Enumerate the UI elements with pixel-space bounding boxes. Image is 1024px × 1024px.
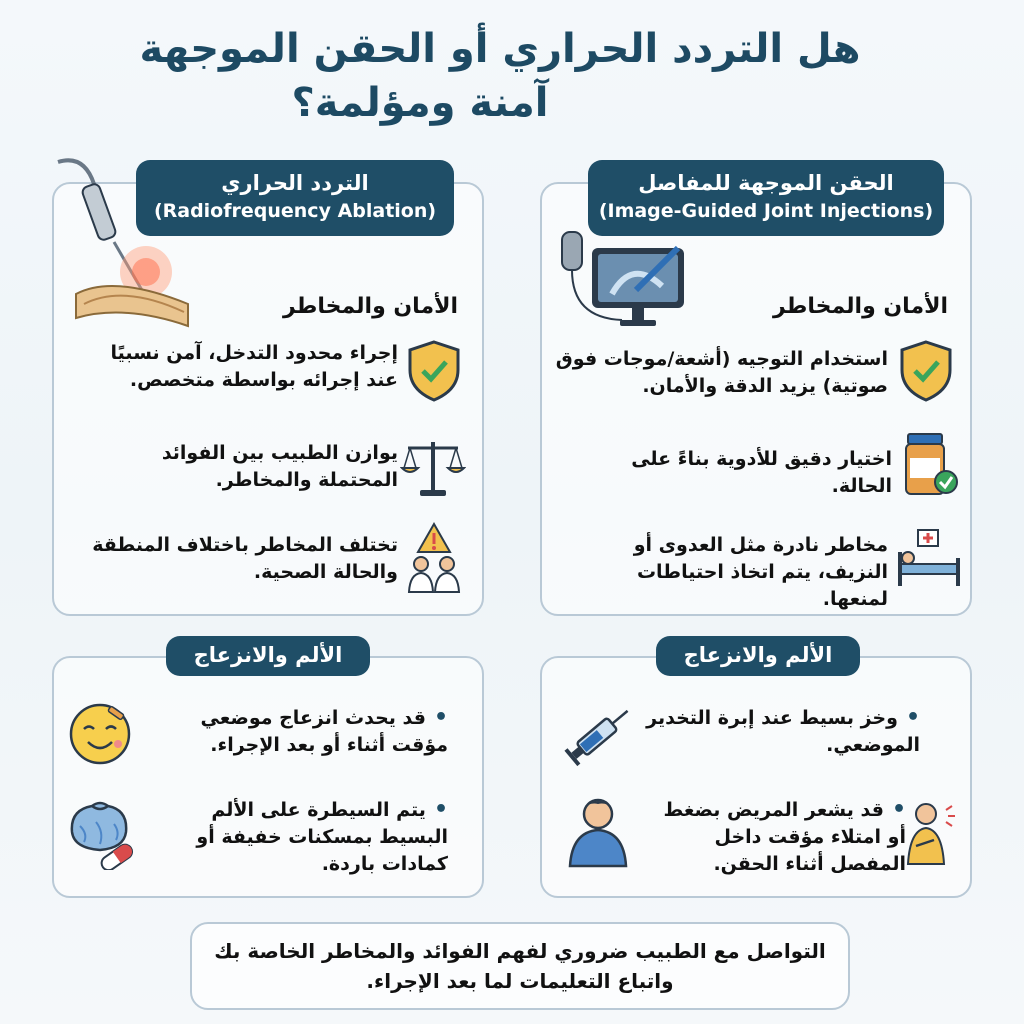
injections-item-3: مخاطر نادرة مثل العدوى أو النزيف، يتم اتخاذ احتياطات لمنعها. xyxy=(633,534,888,610)
rfa-item-1: إجراء محدود التدخل، آمن نسبيًا عند إجرائه بواسطة متخصص. xyxy=(110,342,398,391)
injections-item-1: استخدام التوجيه (أشعة/موجات فوق صوتية) يزيد الدقة والأمان. xyxy=(555,348,888,397)
rfa-pain-item-1: • قد يحدث انزعاج موضعي مؤقت أثناء أو بعد الإجراء. xyxy=(148,704,448,759)
injections-item-2: اختيار دقيق للأدوية بناءً على الحالة. xyxy=(631,448,892,497)
title-line-1: هل التردد الحراري أو الحقن الموجهة xyxy=(139,26,861,72)
smiley-bandage-icon xyxy=(68,702,132,766)
rfa-item-3: تختلف المخاطر باختلاف المنطقة والحالة الصحية. xyxy=(92,534,398,583)
shield-check-icon xyxy=(898,340,954,402)
injections-pain-item-1: • وخز بسيط عند إبرة التخدير الموضعي. xyxy=(640,704,920,759)
ultrasound-monitor-icon xyxy=(552,228,692,332)
rf-probe-icon xyxy=(54,154,190,334)
rfa-pain-pill: الألم والانزعاج xyxy=(166,636,370,676)
rfa-title-ar: التردد الحراري xyxy=(221,171,369,195)
ice-pack-pill-icon xyxy=(66,796,138,870)
rfa-item-2: يوازن الطبيب بين الفوائد المحتملة والمخاطر. xyxy=(161,442,398,491)
syringe-icon xyxy=(562,698,638,770)
patient-icon xyxy=(566,796,630,868)
person-pressure-icon xyxy=(904,800,956,866)
rfa-safety-subtitle: الأمان والمخاطر xyxy=(283,294,458,319)
footer-line-1: التواصل مع الطبيب ضروري لفهم الفوائد والمخاطر الخاصة بك xyxy=(214,939,826,963)
medicine-bottle-icon xyxy=(902,432,958,498)
rfa-title-en: (Radiofrequency Ablation) xyxy=(153,200,437,222)
injections-pain-pill: الألم والانزعاج xyxy=(656,636,860,676)
rfa-pain-item-2: • يتم السيطرة على الألم البسيط بمسكنات خفيفة أو كمادات باردة. xyxy=(148,796,448,878)
injections-pain-item-2: • قد يشعر المريض بضغط أو امتلاء مؤقت داخل المفصل أثناء الحقن. xyxy=(640,796,906,878)
injections-title-ar: الحقن الموجهة للمفاصل xyxy=(638,171,894,195)
footer-line-2: واتباع التعليمات لما بعد الإجراء. xyxy=(366,969,674,993)
injections-title-pill xyxy=(588,160,944,236)
doctors-warning-icon xyxy=(404,522,464,594)
title-line-2: آمنة ومؤلمة؟ xyxy=(291,80,549,126)
injections-title-en: (Image-Guided Joint Injections) xyxy=(598,200,934,222)
hospital-bed-icon xyxy=(896,528,962,590)
page-title xyxy=(120,22,880,130)
shield-check-icon xyxy=(406,340,462,402)
injections-safety-subtitle: الأمان والمخاطر xyxy=(773,294,948,319)
scales-icon xyxy=(400,436,466,498)
footer-note xyxy=(190,922,850,1010)
